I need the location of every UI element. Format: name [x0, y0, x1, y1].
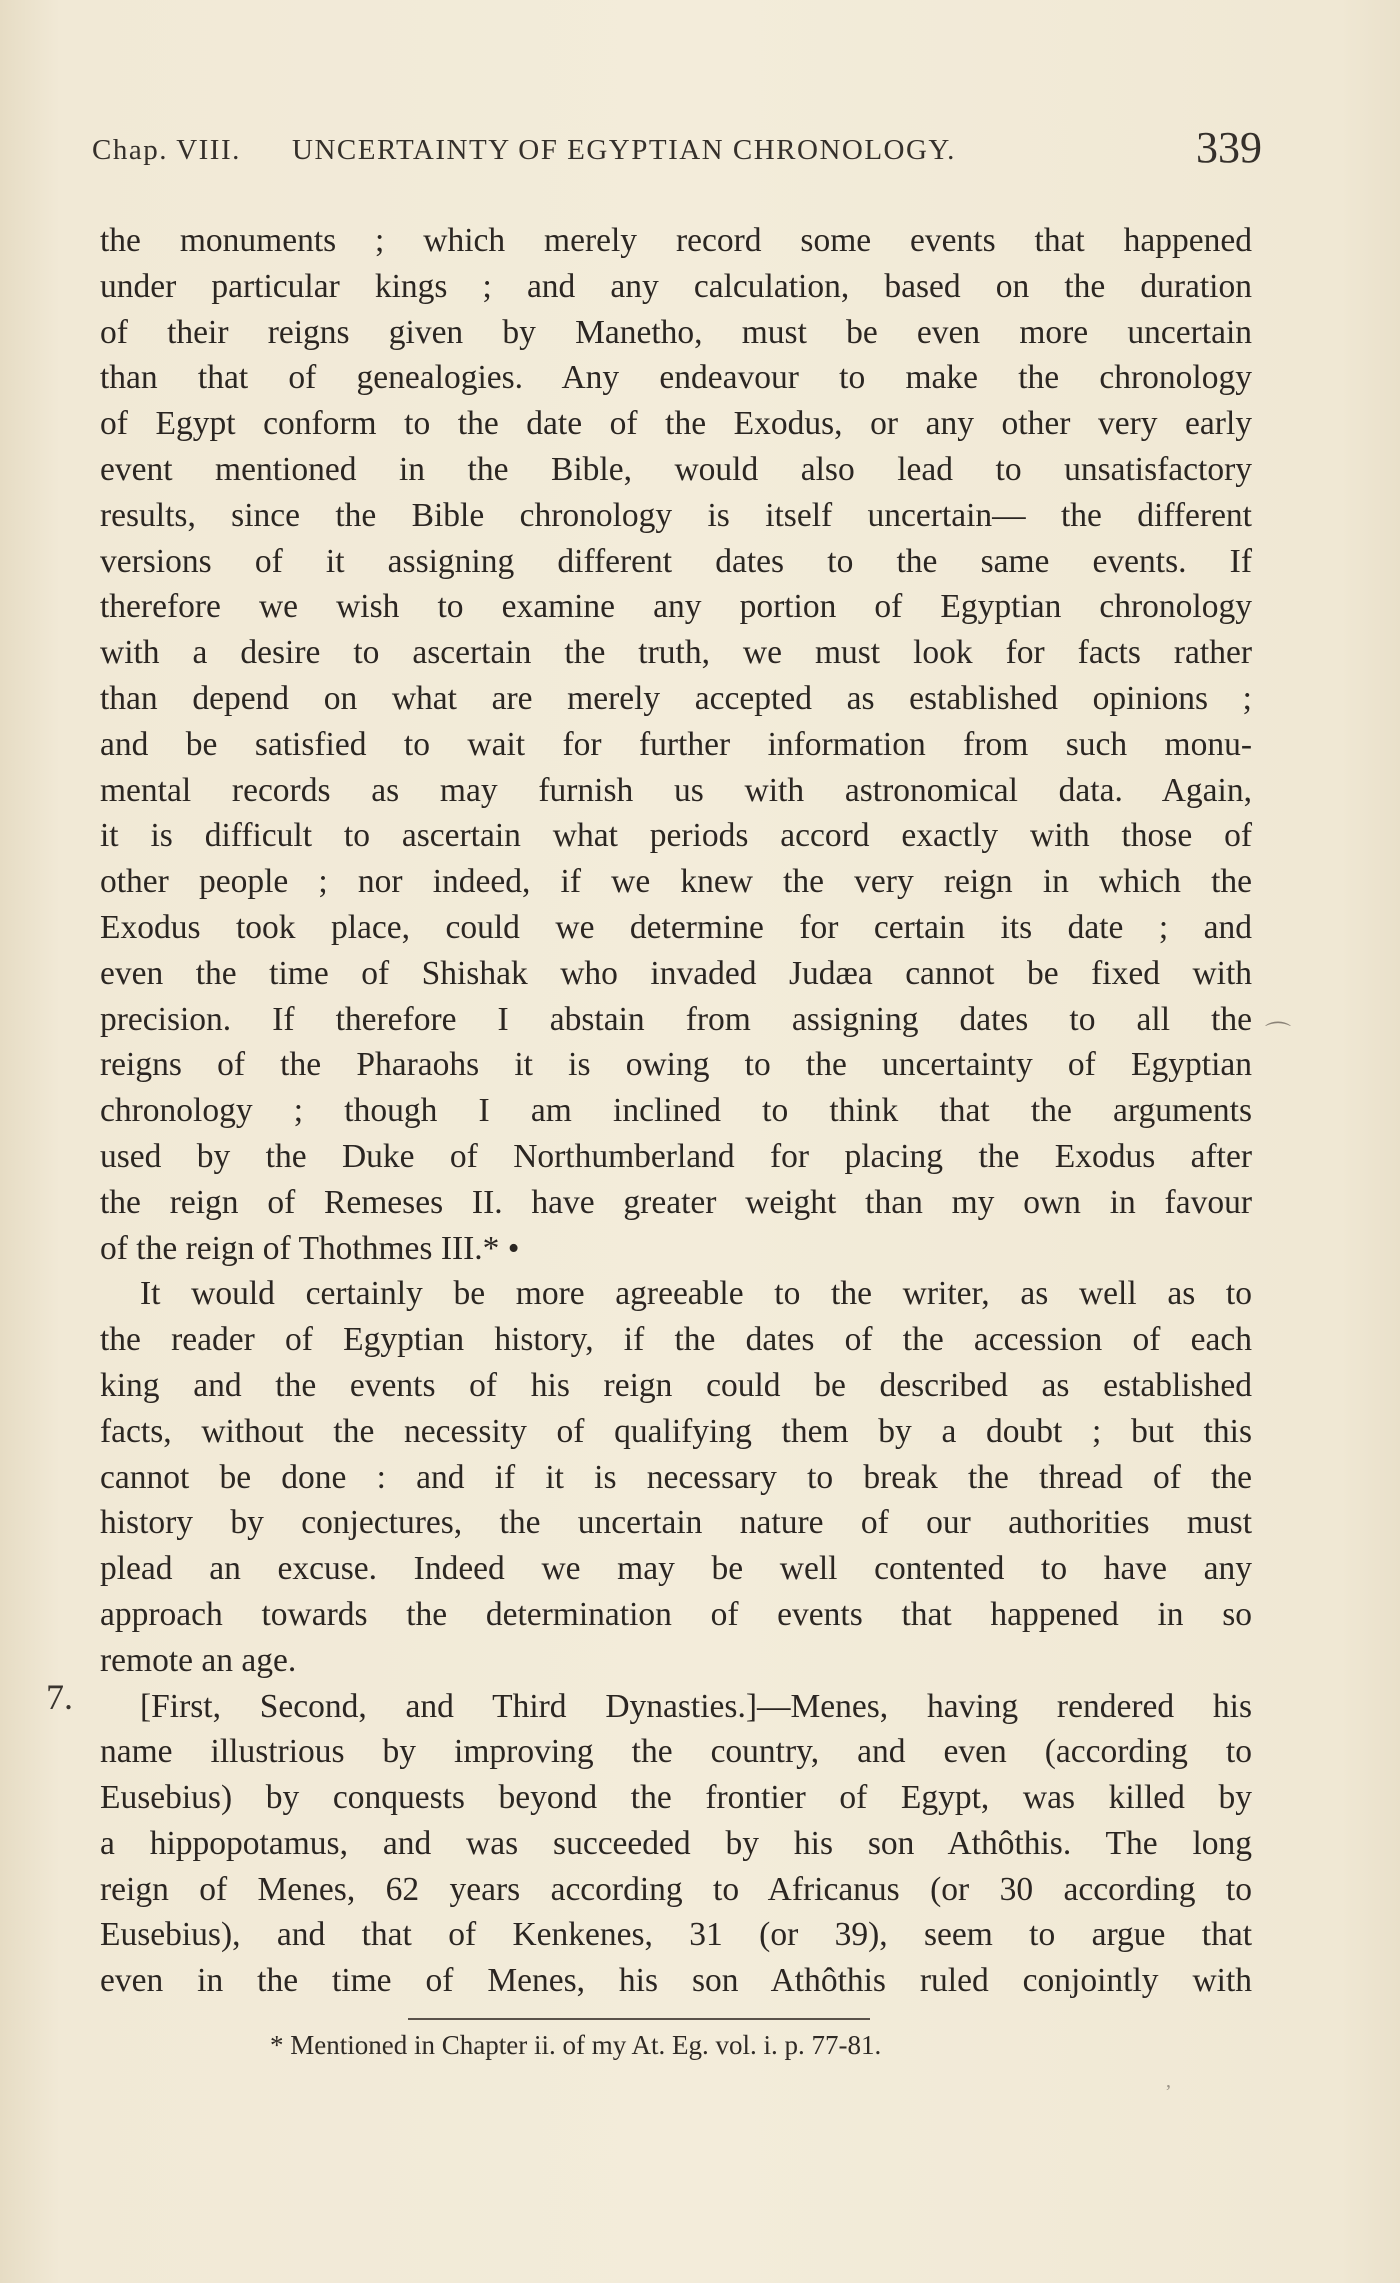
text-line: precision. If therefore I abstain from assigning dates to all the: [100, 1000, 1252, 1038]
text-line: the reader of Egyptian history, if the dates of the accession of each: [100, 1321, 1252, 1359]
text-line: history by conjectures, the uncertain nature of our authorities must: [100, 1504, 1252, 1542]
text-line: Exodus took place, could we determine for certain its date ; and: [100, 908, 1252, 946]
text-line: It would certainly be more agreeable to the writer, as well as to: [140, 1275, 1252, 1313]
text-line: cannot be done : and if it is necessary to break the thread of the: [100, 1458, 1252, 1496]
text-line: even in the time of Menes, his son Athôthis ruled conjointly with: [100, 1962, 1252, 2000]
footnote: * Mentioned in Chapter ii. of my At. Eg. vol. i. p. 77-81.: [270, 2030, 882, 2060]
text-line: approach towards the determination of events that happened in so: [100, 1595, 1252, 1633]
page-number: 339: [1196, 123, 1262, 172]
paragraph: [100, 1271, 1252, 1683]
text-line: reigns of the Pharaohs it is owing to the uncertainty of Egyptian: [100, 1046, 1252, 1084]
text-line: even the time of Shishak who invaded Judæa cannot be fixed with: [100, 954, 1252, 992]
text-line: plead an excuse. Indeed we may be well contented to have any: [100, 1550, 1252, 1588]
text-line: used by the Duke of Northumberland for placing the Exodus after: [100, 1137, 1252, 1175]
running-header: [92, 120, 1262, 180]
text-line: of Egypt conform to the date of the Exodus, or any other very early: [100, 405, 1252, 443]
footnote-rule: [408, 2018, 870, 2020]
text-line: facts, without the necessity of qualifying them by a doubt ; but this: [100, 1412, 1252, 1450]
text-line: versions of it assigning different dates to the same events. If: [100, 542, 1252, 580]
text-line: Eusebius), and that of Kenkenes, 31 (or 39), seem to argue that: [100, 1916, 1252, 1954]
text-line: the monuments ; which merely record some events that happened: [100, 222, 1252, 259]
text-line: mental records as may furnish us with astronomical data. Again,: [100, 771, 1252, 809]
margin-mark: ⌒: [1265, 1021, 1292, 1050]
text-line: a hippopotamus, and was succeeded by his son Athôthis. The long: [100, 1824, 1252, 1862]
text-line: chronology ; though I am inclined to think that the arguments: [100, 1092, 1252, 1130]
text-line: Eusebius) by conquests beyond the frontier of Egypt, was killed by: [100, 1779, 1252, 1817]
paragraph: [100, 218, 1252, 1271]
text-line: of their reigns given by Manetho, must be even more uncertain: [100, 313, 1252, 351]
text-line: and be satisfied to wait for further information from such monu-: [100, 725, 1252, 763]
text-line: of the reign of Thothmes III.* •: [100, 1229, 520, 1267]
text-line: name illustrious by improving the country, and even (according to: [100, 1733, 1252, 1771]
section-number: 7.: [46, 1677, 73, 1717]
text-line: it is difficult to ascertain what periods accord exactly with those of: [100, 817, 1252, 855]
running-title: UNCERTAINTY OF EGYPTIAN CHRONOLOGY.: [292, 134, 956, 166]
text-line: other people ; nor indeed, if we knew the very reign in which the: [100, 863, 1252, 901]
text-line: than depend on what are merely accepted as established opinions ;: [100, 679, 1252, 717]
text-line: results, since the Bible chronology is itself uncertain— the different: [100, 496, 1252, 534]
page-body: [100, 218, 1252, 2004]
text-line: than that of genealogies. Any endeavour to make the chronology: [100, 359, 1252, 397]
text-line: king and the events of his reign could be described as established: [100, 1366, 1252, 1404]
text-line: the reign of Remeses II. have greater weight than my own in favour: [100, 1183, 1252, 1221]
text-line: with a desire to ascertain the truth, we must look for facts rather: [100, 634, 1252, 672]
paragraph: [100, 1684, 1252, 2005]
text-line: remote an age.: [100, 1641, 297, 1679]
chapter-label: Chap. VIII.: [92, 134, 241, 166]
text-line: event mentioned in the Bible, would also lead to unsatisfactory: [100, 450, 1252, 488]
margin-mark: ‚: [1165, 2070, 1172, 2092]
text-line: therefore we wish to examine any portion of Egyptian chronology: [100, 588, 1252, 626]
text-line: under particular kings ; and any calculation, based on the duration: [100, 267, 1252, 305]
text-line: reign of Menes, 62 years according to Africanus (or 30 according to: [100, 1870, 1252, 1908]
text-line: [First, Second, and Third Dynasties.]—Menes, having rendered his: [140, 1687, 1252, 1725]
